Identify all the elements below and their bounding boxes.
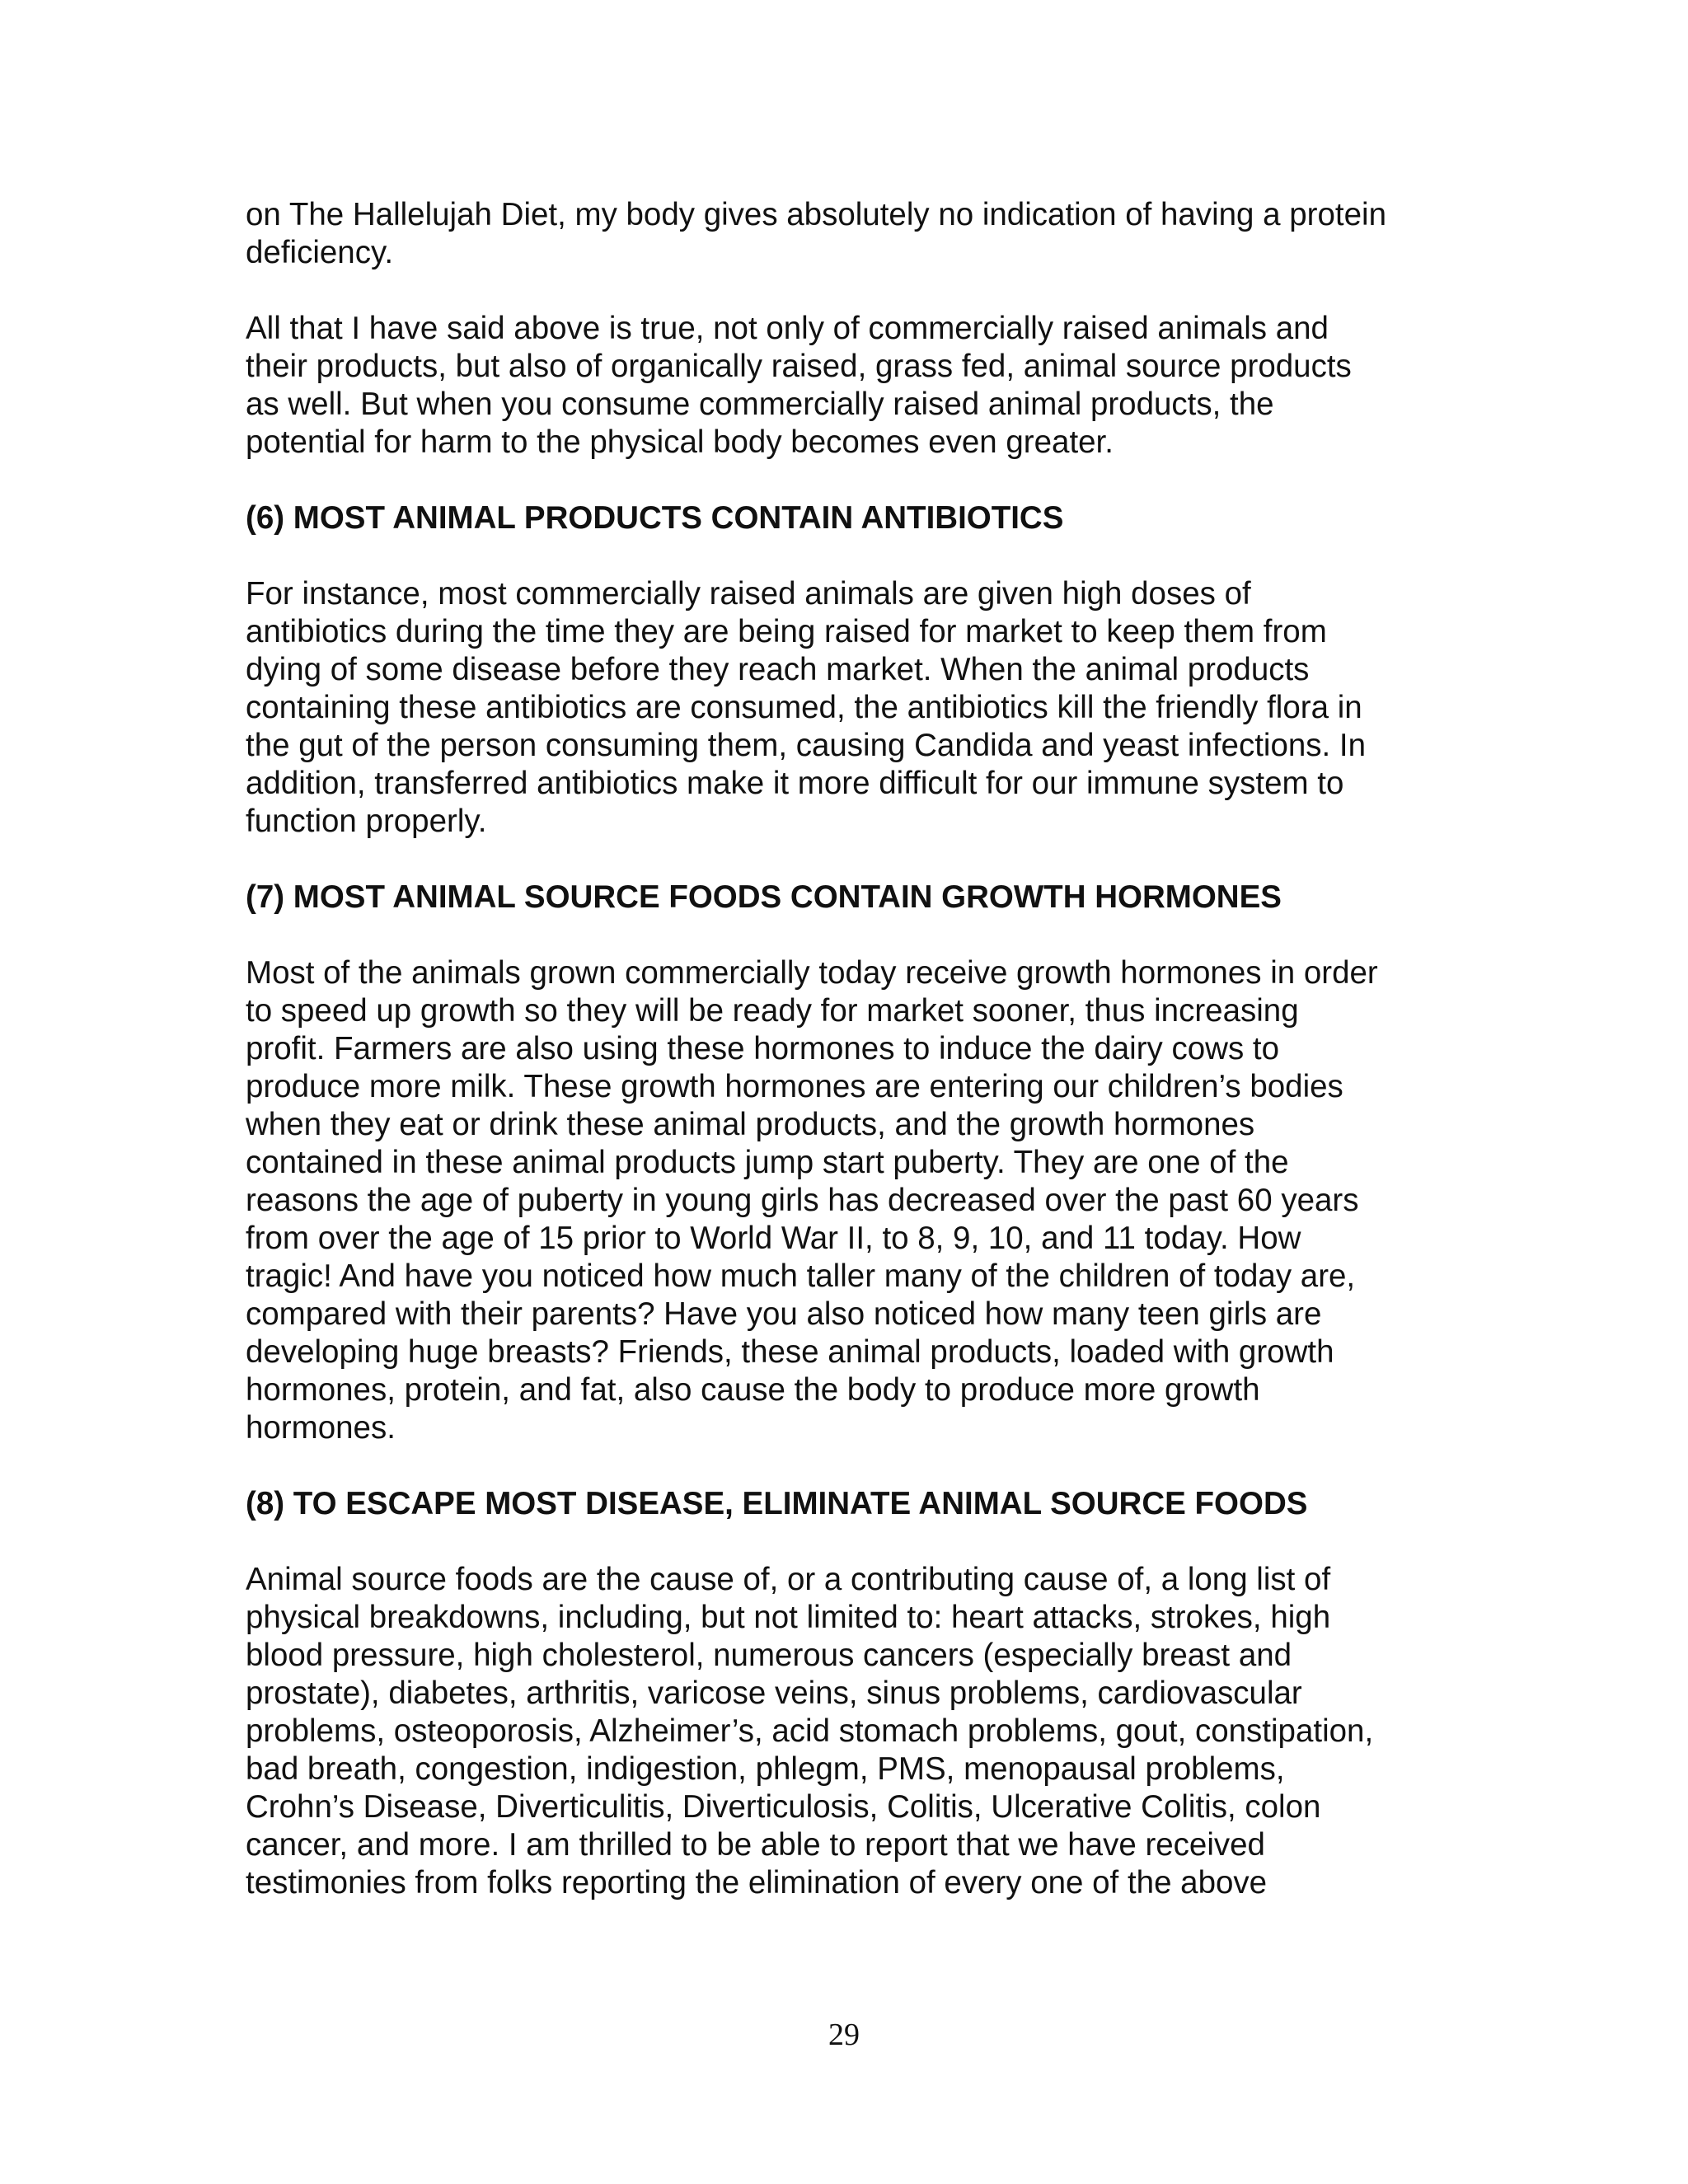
paragraph-disease-list: Animal source foods are the cause of, or a contributing cause of, a long list of physical breakdowns, including, but not limited to: heart attacks, strokes, high blood pressure, high cholesterol, numerous cancers (especially breast and prostate), diabetes, arthritis, varicose veins, sinus problems, cardiovascular problems, osteoporosis, Alzheimer’s, acid stomach problems, gout, constipation, bad breath, congestion, indigestion, phlegm, PMS, menopausal problems, Crohn’s Disease, Diverticulitis, Diverticulosis, Colitis, Ulcerative Colitis, colon cancer, and more. I am thrilled to be able to report that we have received testimonies from folks reporting the elimination of every one of the above: [246, 1562, 1374, 1900]
heading-escape-disease: (8) TO ESCAPE MOST DISEASE, ELIMINATE ANIMAL SOURCE FOODS: [246, 1486, 1308, 1521]
page-number: 29: [828, 2018, 860, 2052]
paragraph-spacer: [246, 537, 1465, 575]
paragraph-spacer: [246, 916, 1465, 954]
heading-growth-hormones: (7) MOST ANIMAL SOURCE FOODS CONTAIN GROWTH HORMONES: [246, 879, 1282, 915]
paragraph-growth-hormones: Most of the animals grown commercially today receive growth hormones in order to speed up growth so they will be ready for market sooner, thus increasing profit. Farmers are also using these hormones to induce the dairy cows to produce more milk. These growth hormones are entering our children’s bodies when they eat or drink these animal products, and the growth hormones contained in these animal products jump start puberty. They are one of the reasons the age of puberty in young girls has decreased over the past 60 years from over the age of 15 prior to World War II, to 8, 9, 10, and 11 today. How tragic! And have you noticed how much taller many of the children of today are, compared with their parents? Have you also noticed how many teen girls are developing huge breasts? Friends, these animal products, loaded with growth hormones, protein, and fat, also cause the body to produce more growth hormones.: [246, 955, 1378, 1446]
paragraph-spacer: [246, 1523, 1465, 1561]
paragraph-spacer: [246, 272, 1465, 310]
page-body: [246, 196, 1465, 1902]
paragraph-antibiotics: For instance, most commercially raised animals are given high doses of antibiotics during the time they are being raised for market to keep them from dying of some disease before they reach market. When the animal products containing these antibiotics are consumed, the antibiotics kill the friendly flora in the gut of the person consuming them, causing Candida and yeast infections. In addition, transferred antibiotics make it more difficult for our immune system to function properly.: [246, 576, 1367, 839]
paragraph-spacer: [246, 1447, 1465, 1485]
paragraph-commercially-raised: All that I have said above is true, not only of commercially raised animals and their products, but also of organically raised, grass fed, animal source products as well. But when you consume commercially raised animal products, the potential for harm to the physical body becomes even greater.: [246, 311, 1352, 460]
paragraph-protein-deficiency: on The Hallelujah Diet, my body gives absolutely no indication of having a protein deficiency.: [246, 197, 1386, 270]
heading-antibiotics: (6) MOST ANIMAL PRODUCTS CONTAIN ANTIBIOTICS: [246, 500, 1064, 536]
paragraph-spacer: [246, 841, 1465, 879]
paragraph-spacer: [246, 462, 1465, 499]
